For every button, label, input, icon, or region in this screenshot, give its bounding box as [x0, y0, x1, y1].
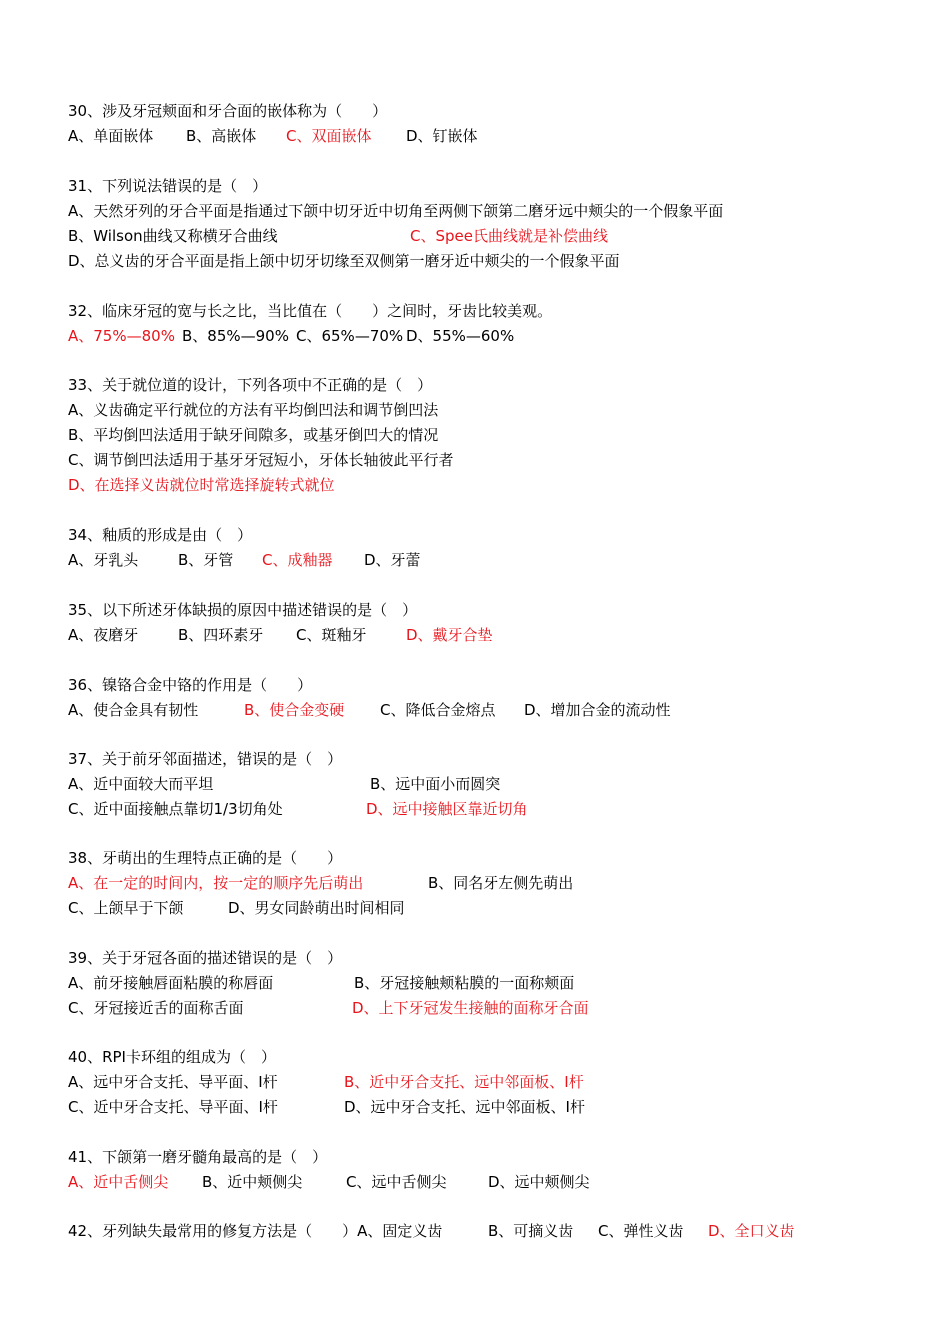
- option-d-answer: D、在选择义齿就位时常选择旋转式就位: [68, 476, 335, 494]
- option-c-answer: C、双面嵌体: [286, 127, 372, 145]
- option-a: A、近中面较大而平坦: [68, 775, 214, 793]
- option-b: B、同名牙左侧先萌出: [428, 874, 574, 892]
- option-c-answer: C、成釉器: [262, 551, 333, 569]
- option-d: D、远中牙合支托、远中邻面板、I杆: [344, 1098, 585, 1116]
- question-31: [68, 174, 724, 274]
- question-stem: 33、关于就位道的设计，下列各项中不正确的是（ ）: [68, 376, 433, 394]
- question-stem: 31、下列说法错误的是（ ）: [68, 177, 268, 195]
- option-b: B、远中面小而圆突: [370, 775, 501, 793]
- option-a: A、远中牙合支托、导平面、I杆: [68, 1073, 278, 1091]
- option-d: D、增加合金的流动性: [524, 701, 671, 719]
- question-stem: 36、镍铬合金中铬的作用是（ ）: [68, 676, 313, 694]
- option-b: B、牙冠接触颊粘膜的一面称颊面: [354, 974, 575, 992]
- question-34: [68, 523, 421, 573]
- option-d: D、远中颊侧尖: [488, 1173, 590, 1191]
- question-stem: 38、牙萌出的生理特点正确的是（ ）: [68, 849, 343, 867]
- question-stem: 35、以下所述牙体缺损的原因中描述错误的是（ ）: [68, 601, 418, 619]
- option-b: B、四环素牙: [178, 626, 264, 644]
- option-b: B、Wilson曲线又称横牙合曲线: [68, 227, 278, 245]
- option-a: A、义齿确定平行就位的方法有平均倒凹法和调节倒凹法: [68, 401, 439, 419]
- option-b-answer: B、使合金变硬: [244, 701, 345, 719]
- option-c: C、弹性义齿: [598, 1222, 684, 1240]
- question-stem: 41、下颌第一磨牙髓角最高的是（ ）: [68, 1148, 328, 1166]
- option-a: A、牙乳头: [68, 551, 139, 569]
- question-38: [68, 846, 574, 921]
- option-d-answer: D、上下牙冠发生接触的面称牙合面: [352, 999, 589, 1017]
- question-37: [68, 747, 528, 822]
- option-d: D、总义齿的牙合平面是指上颌中切牙切缘至双侧第一磨牙近中颊尖的一个假象平面: [68, 252, 620, 270]
- question-30: [68, 99, 478, 149]
- option-b: B、高嵌体: [186, 127, 257, 145]
- option-c: C、降低合金熔点: [380, 701, 496, 719]
- question-33: [68, 373, 454, 498]
- option-b-answer: B、近中牙合支托、远中邻面板、I杆: [344, 1073, 584, 1091]
- option-a: A、前牙接触唇面粘膜的称唇面: [68, 974, 274, 992]
- option-a-answer: A、在一定的时间内，按一定的顺序先后萌出: [68, 874, 364, 892]
- option-c: C、斑釉牙: [296, 626, 367, 644]
- option-a: A、单面嵌体: [68, 127, 154, 145]
- option-c: C、近中面接触点靠切1/3切角处: [68, 800, 283, 818]
- option-d: D、牙蕾: [364, 551, 421, 569]
- option-a: A、天然牙列的牙合平面是指通过下颌中切牙近中切角至两侧下颌第二磨牙远中颊尖的一个假象平面: [68, 202, 724, 220]
- option-d-answer: D、戴牙合垫: [406, 626, 493, 644]
- question-stem-with-option-a: 42、牙列缺失最常用的修复方法是（ ）A、固定义齿: [68, 1222, 443, 1240]
- option-b: B、可摘义齿: [488, 1222, 574, 1240]
- option-b: B、平均倒凹法适用于缺牙间隙多，或基牙倒凹大的情况: [68, 426, 439, 444]
- question-stem: 30、涉及牙冠颊面和牙合面的嵌体称为（ ）: [68, 102, 388, 120]
- question-stem: 40、RPI卡环组的组成为（ ）: [68, 1048, 276, 1066]
- option-a: A、使合金具有韧性: [68, 701, 199, 719]
- option-a: A、夜磨牙: [68, 626, 139, 644]
- option-b: B、85%—90%: [182, 327, 289, 345]
- question-stem: 39、关于牙冠各面的描述错误的是（ ）: [68, 949, 343, 967]
- question-stem: 37、关于前牙邻面描述，错误的是（ ）: [68, 750, 343, 768]
- option-c: C、上颌早于下颌: [68, 899, 184, 917]
- option-d-answer: D、远中接触区靠近切角: [366, 800, 528, 818]
- question-stem: 32、临床牙冠的宽与长之比，当比值在（ ）之间时，牙齿比较美观。: [68, 302, 553, 320]
- option-d: D、男女同龄萌出时间相同: [228, 899, 405, 917]
- question-32: [68, 299, 552, 349]
- option-c: C、牙冠接近舌的面称舌面: [68, 999, 244, 1017]
- option-a-answer: A、75%—80%: [68, 327, 175, 345]
- option-b: B、牙管: [178, 551, 234, 569]
- option-c: C、远中舌侧尖: [346, 1173, 447, 1191]
- option-a-answer: A、近中舌侧尖: [68, 1173, 169, 1191]
- option-d-answer: D、全口义齿: [708, 1222, 795, 1240]
- question-39: [68, 946, 589, 1021]
- option-d: D、55%—60%: [406, 327, 515, 345]
- question-41: [68, 1145, 590, 1195]
- question-36: [68, 673, 671, 723]
- option-c: C、调节倒凹法适用于基牙牙冠短小，牙体长轴彼此平行者: [68, 451, 454, 469]
- option-c-answer: C、Spee氏曲线就是补偿曲线: [410, 227, 608, 245]
- option-c: C、近中牙合支托、导平面、I杆: [68, 1098, 278, 1116]
- option-b: B、近中颊侧尖: [202, 1173, 303, 1191]
- question-40: [68, 1045, 585, 1120]
- question-35: [68, 598, 493, 648]
- question-stem: 34、釉质的形成是由（ ）: [68, 526, 253, 544]
- option-c: C、65%—70%: [296, 327, 404, 345]
- option-d: D、钉嵌体: [406, 127, 478, 145]
